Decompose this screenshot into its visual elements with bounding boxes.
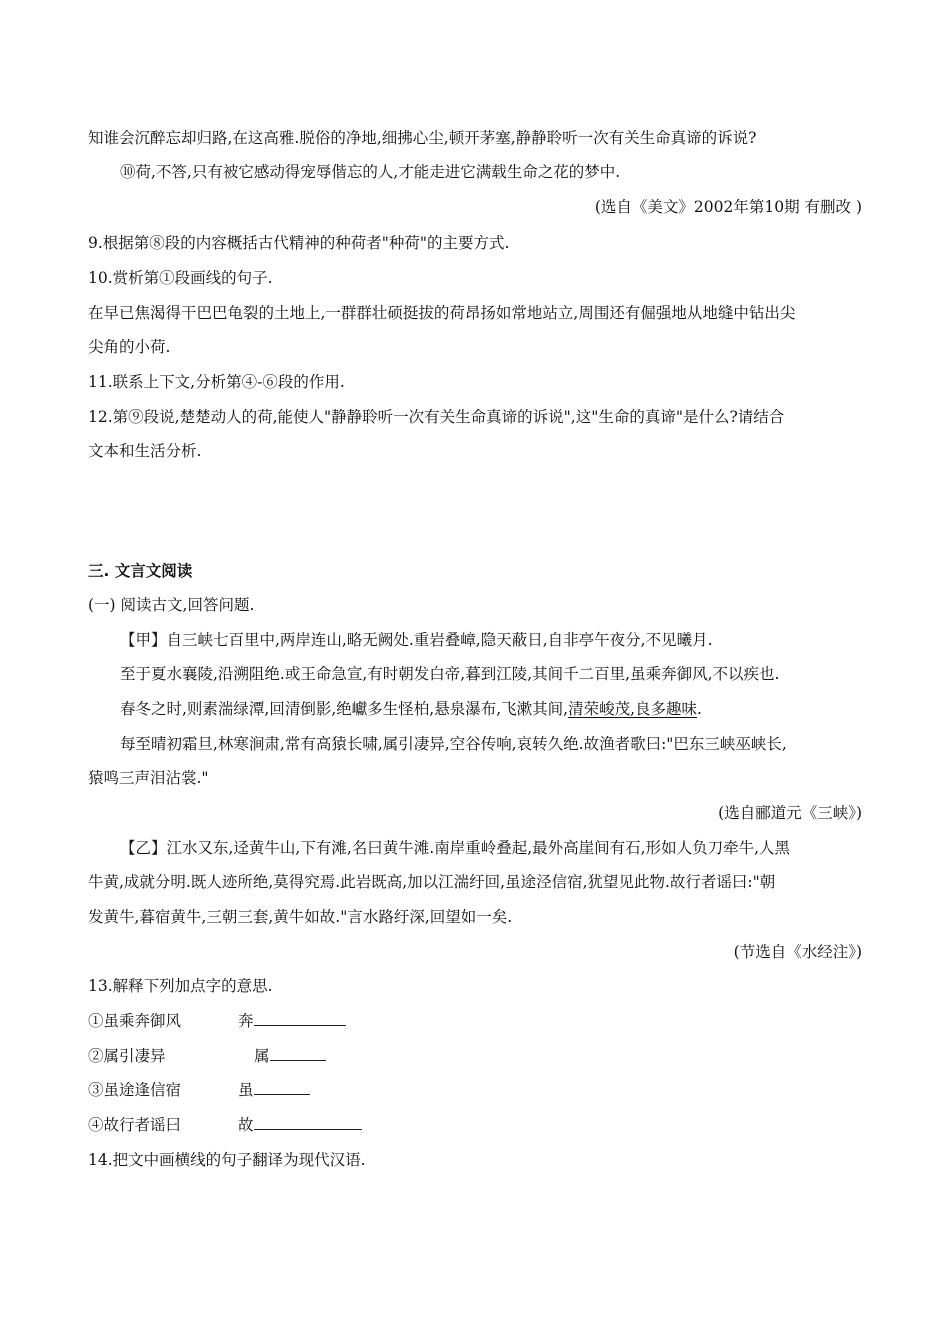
q13-item-1 [88,1011,346,1031]
q13-item-4-answer [238,1115,362,1135]
q13-item-4-phrase: ④故行者谣曰 [88,1116,182,1134]
passage-yi-line-3: 发黄牛,暮宿黄牛,三朝三套,黄牛如故."言水路纡深,回望如一矣. [88,908,513,926]
passage-jia-p4-line-2: 猿鸣三声泪沾裳." [88,769,209,787]
section-heading: 三. 文言文阅读 [88,562,193,580]
q13-item-4 [88,1115,362,1135]
q13-item-3-blank[interactable] [254,1080,310,1095]
q13-item-3-answer [238,1080,310,1100]
q13-item-1-phrase: ①虽乘奔御风 [88,1012,182,1030]
question-13: 13.解释下列加点字的意思. [88,977,273,995]
section-subheading: (一) 阅读古文,回答问题. [88,596,255,614]
q13-item-3-phrase: ③虽途逢信宿 [88,1081,182,1099]
passage-p10: ⑩荷,不答,只有被它感动得宠辱偕忘的人,才能走进它满载生命之花的梦中. [120,163,621,181]
question-10-quote-line-2: 尖角的小荷. [88,338,171,356]
q13-item-2-answer [254,1046,326,1066]
q13-item-2-blank[interactable] [270,1046,326,1061]
q13-item-1-char: 奔 [238,1012,254,1030]
passage-jia-p3 [120,699,702,719]
passage-jia-p3-end: . [697,700,702,718]
q13-item-4-char: 故 [238,1116,254,1134]
question-14: 14.把文中画横线的句子翻译为现代汉语. [88,1151,366,1169]
q13-item-1-answer [238,1011,346,1031]
question-11: 11.联系上下文,分析第④-⑥段的作用. [88,373,345,391]
q13-item-2-phrase: ②属引凄异 [88,1047,166,1065]
question-9: 9.根据第⑧段的内容概括古代精神的种荷者"种荷"的主要方式. [88,234,510,252]
passage-jia-source: (选自郦道元《三峡》) [718,804,862,822]
question-10-quote-line-1: 在早已焦渴得干巴巴龟裂的土地上,一群群壮硕挺拔的荷昂扬如常地站立,周围还有倔强地从地缝中钻出尖 [88,304,796,322]
question-12-line-2: 文本和生活分析. [88,442,202,460]
q13-item-2-char: 属 [254,1047,270,1065]
passage-p9-tail: 知谁会沉醉忘却归路,在这高雅.脱俗的净地,细拂心尘,顿开茅塞,静静聆听一次有关生命真谛的诉说? [88,129,757,147]
underlined-sentence: 清荣峻茂,良多趣味 [568,700,698,718]
passage-yi-source: (节选自《水经注》) [733,943,862,961]
passage-jia-p2: 至于夏水襄陵,沿溯阻绝.或王命急宣,有时朝发白帝,暮到江陵,其间千二百里,虽乘奔御风,不以疾也. [120,665,780,683]
question-10: 10.赏析第①段画线的句子. [88,269,273,287]
passage-jia-p1: 【甲】自三峡七百里中,两岸连山,略无阙处.重岩叠嶂,隐天蔽日,自非亭午夜分,不见曦月. [120,631,713,649]
passage-yi-line-1: 【乙】江水又东,迳黄牛山,下有滩,名曰黄牛滩.南岸重岭叠起,最外高崖间有石,形如人负刀牵牛,人黑 [120,839,790,857]
q13-item-3-char: 虽 [238,1081,254,1099]
question-12-line-1: 12.第⑨段说,楚楚动人的荷,能使人"静静聆听一次有关生命真谛的诉说",这"生命的真谛"是什么?请结合 [88,408,785,426]
passage-jia-p4-line-1: 每至晴初霜旦,林寒涧肃,常有高猿长啸,属引凄异,空谷传响,哀转久绝.故渔者歌曰:"巴东三峡巫峡长, [120,735,787,753]
passage-jia-p3-text: 春冬之时,则素湍绿潭,回清倒影,绝巘多生怪柏,悬泉瀑布,飞漱其间, [120,700,569,718]
passage-source: (选自《美文》2002年第10期 有删改 ) [594,198,862,216]
q13-item-4-blank[interactable] [254,1115,362,1130]
q13-item-3 [88,1080,310,1100]
q13-item-2 [88,1046,326,1066]
q13-item-1-blank[interactable] [254,1011,346,1026]
passage-yi-line-2: 牛黄,成就分明.既人迹所绝,莫得究焉.此岩既高,加以江湍纡回,虽途泾信宿,犹望见此物.故行者谣曰:"朝 [88,873,776,891]
